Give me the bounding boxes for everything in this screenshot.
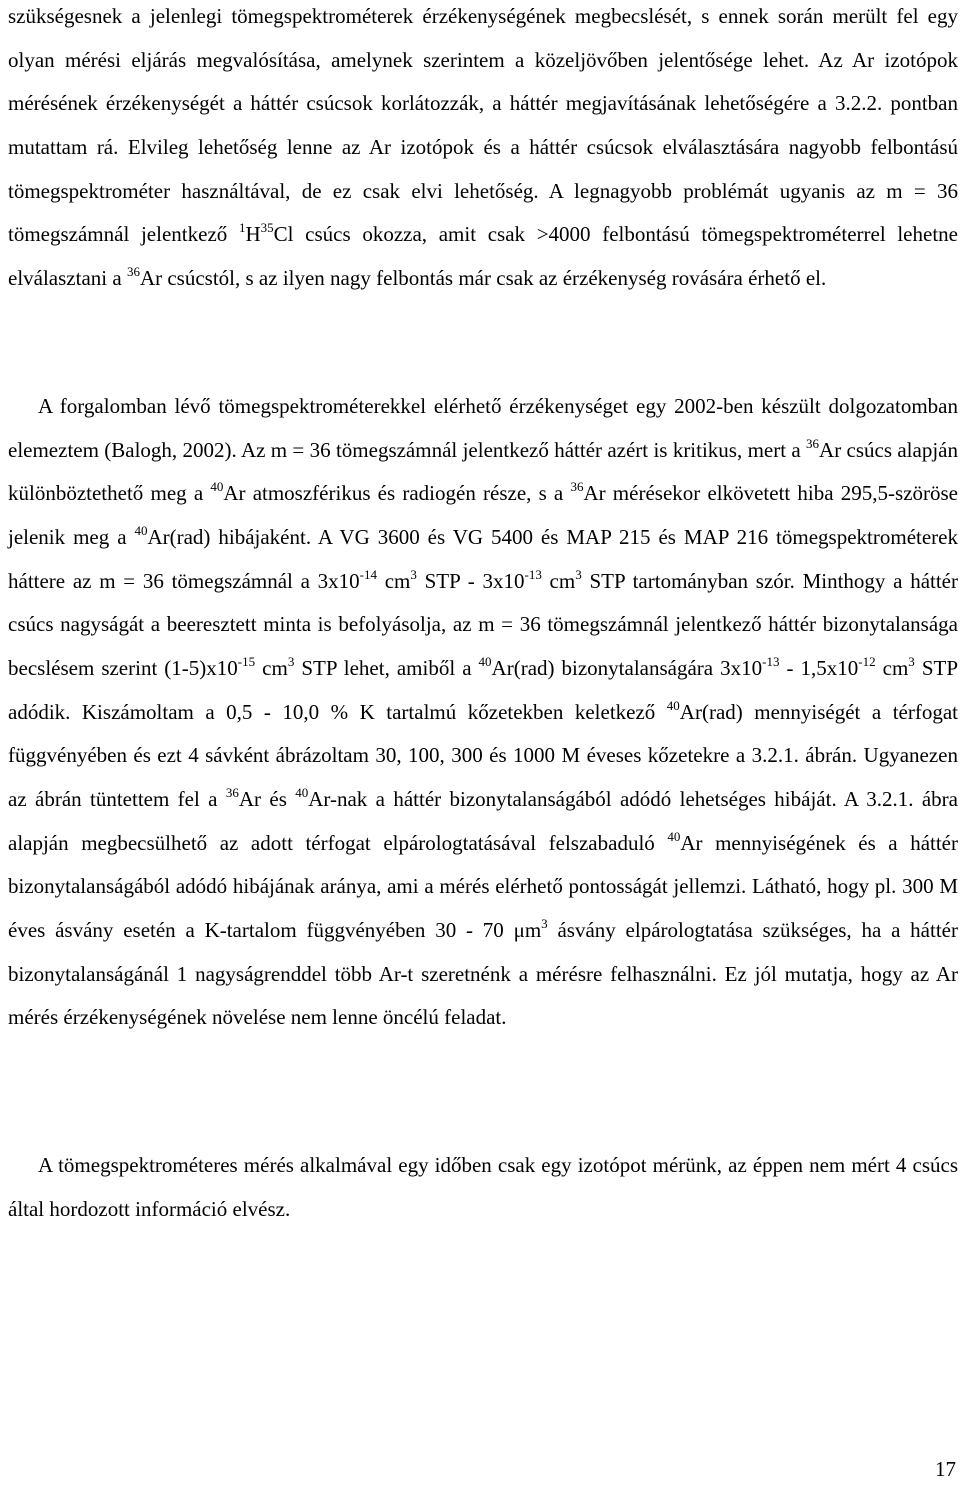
text-run: A forgalomban lévő tömegspektrométerekkel elérhető érzékenységet egy 2002-ben készült dolgozatomban elemeztem (Balogh, 2002). Az m = 36 tömegszámnál jelentkező háttér azért is kritikus, mert a	[8, 394, 958, 462]
superscript: 1	[238, 220, 246, 236]
superscript: -13	[762, 653, 780, 669]
superscript: 36	[806, 435, 820, 451]
text-run: Ar csúcs alapján különböztethető meg a	[8, 437, 958, 506]
superscript: 40	[295, 784, 309, 800]
text-run: Ar atmoszférikus és radiogén része, s a	[223, 481, 571, 506]
superscript: 35	[260, 220, 274, 236]
superscript: 40	[478, 653, 492, 669]
superscript: 40	[134, 522, 148, 538]
paragraph-3	[8, 1144, 958, 1231]
superscript: 3	[541, 915, 548, 931]
text-run: cm	[541, 568, 576, 593]
text-run: Ar mérésekor elkövetett hiba 295,5-szöröse jelenik meg a	[8, 481, 958, 549]
text-run: - 1,5x10	[779, 655, 859, 680]
text-run: A tömegspektrométeres mérés alkalmával egy időben csak egy izotópot mérünk, az éppen nem mért 4 csúcs által hordozott információ elvész.	[8, 1153, 958, 1221]
paragraph-2-text	[8, 385, 958, 1040]
superscript: -12	[858, 653, 876, 669]
superscript: 3	[287, 653, 295, 669]
superscript: -15	[237, 653, 256, 669]
superscript: -13	[524, 566, 542, 582]
text-run: STP adódik. Kiszámoltam a 0,5 - 10,0 % K tartalmú kőzetekben keletkező	[8, 655, 959, 724]
text-run: Ar(rad) mennyiségét a térfogat függvényében és ezt 4 sávként ábrázoltam 30, 100, 300 és 1000 M éveses kőzetekre a 3.2.1. ábrán. Ugyanezen az ábrán tüntettem fel a	[8, 699, 958, 811]
page-number: 17	[935, 1457, 956, 1481]
text-run: STP lehet, amiből a	[294, 655, 479, 680]
text-run: cm	[377, 568, 411, 593]
text-run: Ar és	[238, 786, 296, 811]
text-run: Ar csúcstól, s az ilyen nagy felbontás már csak az érzékenység rovására érhető el.	[139, 265, 827, 290]
paragraph-2	[8, 385, 958, 1040]
superscript: 40	[666, 697, 680, 713]
superscript: -14	[359, 566, 377, 582]
paragraph-3-text	[8, 1144, 958, 1231]
superscript: 3	[908, 653, 915, 669]
superscript: 40	[210, 479, 224, 495]
superscript: 36	[570, 479, 584, 495]
superscript: 3	[575, 566, 582, 582]
text-run: Ar mennyiségének és a háttér bizonytalanságából adódó hibájának aránya, ami a mérés elérhető pontosságát jellemzi. Látható, hogy pl. 300 M éves ásvány esetén a K-tartalom függvényében 30 - 70 μm	[8, 830, 958, 942]
text-run: ásvány elpárologtatása szükséges, ha a háttér bizonytalanságánál 1 nagyságrenddel több Ar-t szeretnénk a mérésre felhasználni. Ez jól mutatja, hogy az Ar mérés érzékenységének növelése nem lenne öncélú feladat.	[8, 917, 958, 1030]
text-run: Ar(rad) bizonytalanságára 3x10	[491, 655, 763, 680]
superscript: 40	[667, 828, 681, 844]
text-run: Cl csúcs okozza, amit csak >4000 felbontású tömegspektrométerrel lehetne elválasztani a	[8, 222, 958, 290]
paragraph-1	[8, 0, 958, 301]
superscript: 36	[225, 784, 239, 800]
text-run: STP - 3x10	[416, 568, 525, 593]
superscript: 36	[126, 263, 140, 279]
paragraph-1-text	[8, 0, 958, 301]
text-run: cm	[875, 655, 909, 680]
text-run: STP tartományban szór. Minthogy a háttér csúcs nagyságát a beeresztett minta is befolyásolja, az m = 36 tömegszámnál jelentkező háttér bizonytalansága becslésem szerint (1-5)x10	[8, 568, 958, 680]
superscript: 3	[410, 566, 417, 582]
text-run: Ar-nak a háttér bizonytalanságából adódó lehetséges hibáját. A 3.2.1. ábra alapján megbecsülhető az adott térfogat elpárologtatásával felszabaduló	[8, 786, 958, 855]
text-run: szükségesnek a jelenlegi tömegspektrométerek érzékenységének megbecslését, s ennek során merült fel egy olyan mérési eljárás megvalósítása, amelynek szerintem a közeljövőben jelentősége lehet. Az Ar izotópok mérésének érzékenységét a háttér csúcsok korlátozzák, a háttér megjavításának lehetőségére a 3.2.2. pontban mutattam rá. Elvileg lehetőség lenne az Ar izotópok és a háttér csúcsok elválasztására nagyobb felbontású tömegspektrométer használtával, de ez csak elvi lehetőség. A legnagyobb problémát ugyanis az m = 36 tömegszámnál jelentkező	[8, 4, 958, 247]
text-run: Ar(rad) hibájaként. A VG 3600 és VG 5400 és MAP 215 és MAP 216 tömegspektrométerek háttere az m = 36 tömegszámnál a 3x10	[8, 524, 958, 593]
text-run: H	[245, 222, 261, 247]
text-run: cm	[255, 655, 288, 680]
